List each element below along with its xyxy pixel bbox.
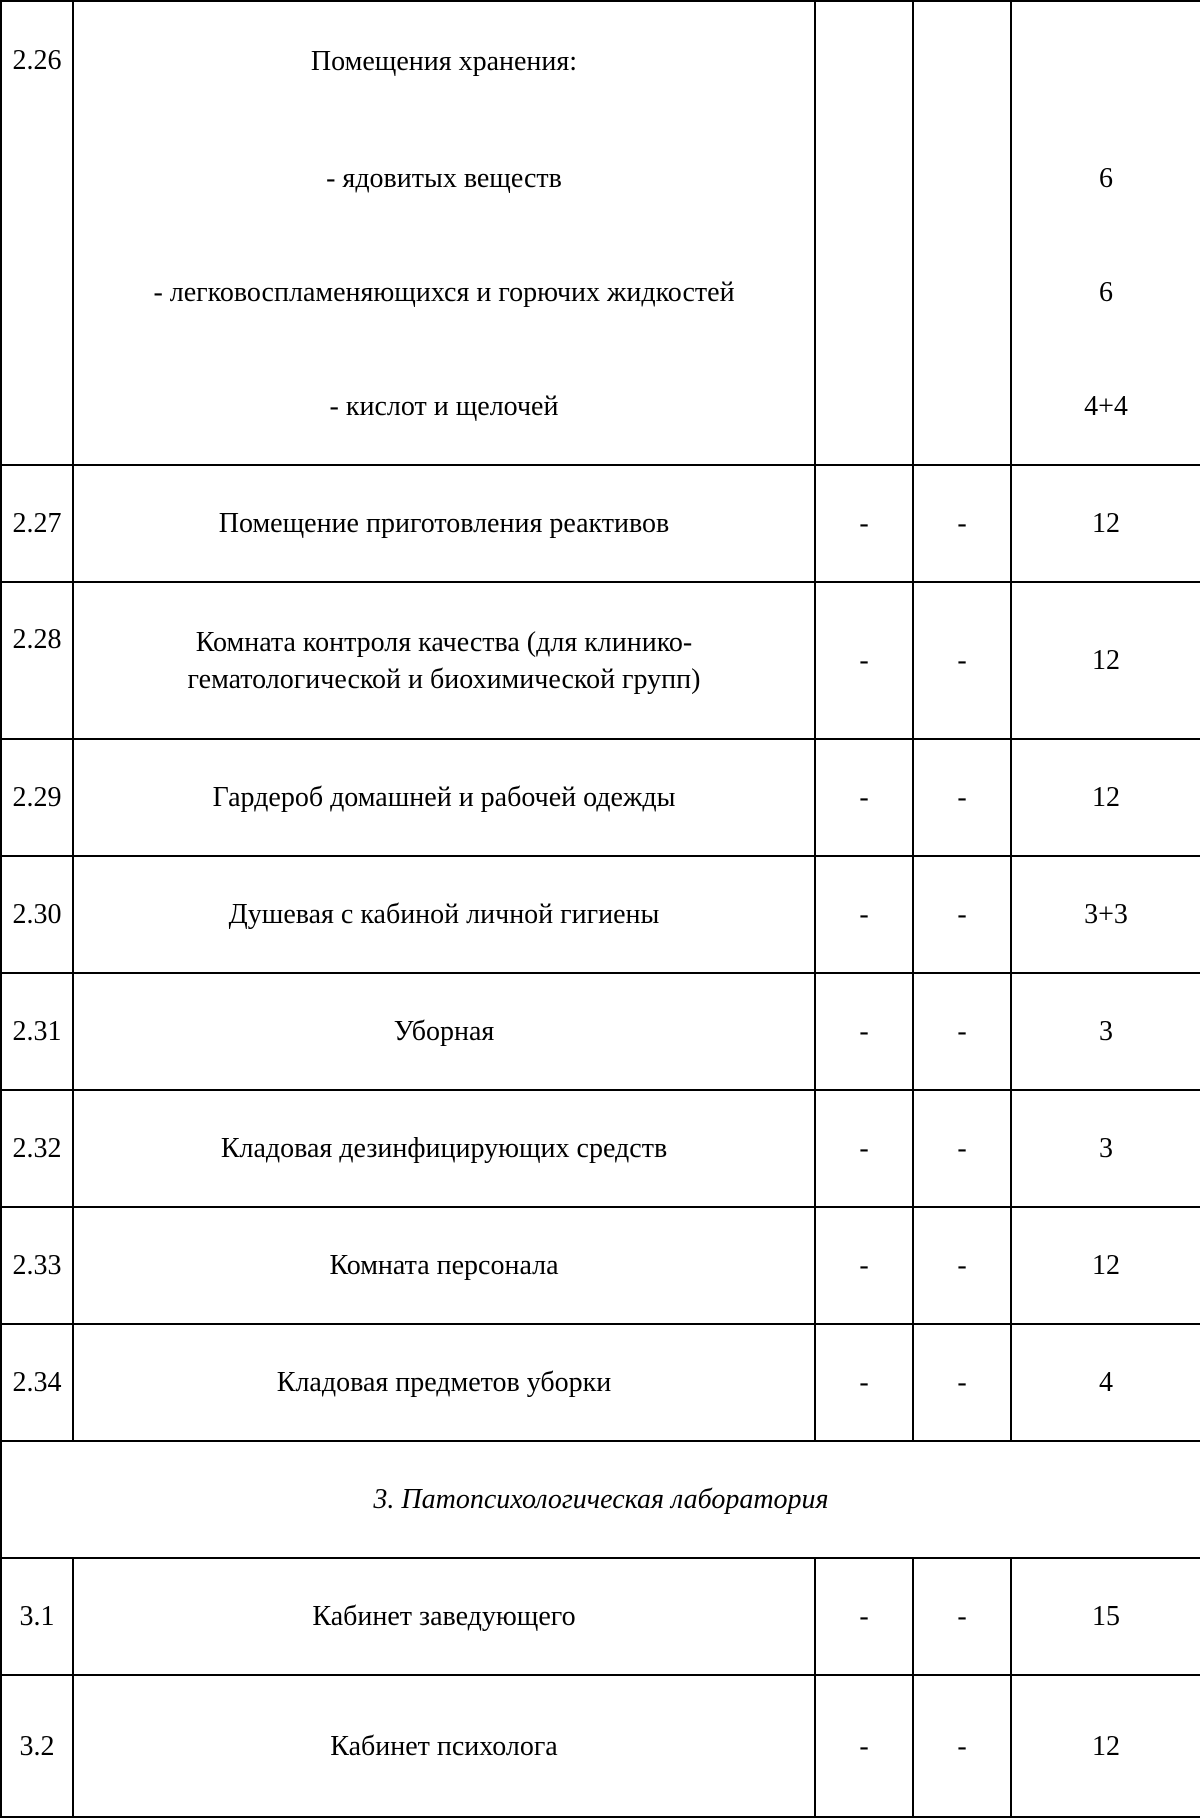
col-c-value: 3 [1011,973,1200,1090]
row-name: Кабинет психолога [73,1675,815,1817]
spacer [1012,2,1200,122]
row-name: Помещение приготовления реактивов [73,465,815,582]
col-b-value: - [913,1558,1011,1675]
col-b-value: - [913,465,1011,582]
row-number: 3.1 [1,1558,73,1675]
table-row [1,1675,1200,1817]
col-a-value: - [815,1558,913,1675]
row-number: 2.32 [1,1090,73,1207]
col-a-cell [815,1,913,465]
row-name: Уборная [73,973,815,1090]
col-c-value: 3 [1011,1090,1200,1207]
col-a-value: - [815,856,913,973]
col-c-value: 15 [1011,1558,1200,1675]
col-b-value: - [913,1090,1011,1207]
table-row [1,1558,1200,1675]
col-b-value: - [913,1324,1011,1441]
row-name-line: Комната контроля качества (для клинико- [195,626,693,658]
col-b-value: - [913,1675,1011,1817]
col-b-value: - [913,856,1011,973]
row-number: 3.2 [1,1675,73,1817]
sub-item: - легковоспламеняющихся и горючих жидкостей [153,277,735,308]
row-number: 2.27 [1,465,73,582]
col-a-value: - [815,465,913,582]
col-c-value: 3+3 [1011,856,1200,973]
col-b-cell [913,1,1011,465]
table-row [1,1324,1200,1441]
row-number: 2.34 [1,1324,73,1441]
sub-item: - кислот и щелочей [329,391,559,422]
col-c-value: 12 [1011,739,1200,856]
row-name-cell [73,1,815,465]
col-c-value: 12 [1011,582,1200,739]
row-name: Душевая с кабиной личной гигиены [73,856,815,973]
row-number: 2.31 [1,973,73,1090]
row-name: Кладовая предметов уборки [73,1324,815,1441]
table-row [1,856,1200,973]
table-row [1,1207,1200,1324]
col-a-value: - [815,1090,913,1207]
table-row [1,1,1200,465]
sub-value: 6 [1099,277,1113,308]
row-number: 2.29 [1,739,73,856]
col-a-value: - [815,739,913,856]
row-number: 2.30 [1,856,73,973]
row-name: Кабинет заведующего [73,1558,815,1675]
row-number: 2.33 [1,1207,73,1324]
row-name-cell [73,582,815,739]
col-a-value: - [815,1675,913,1817]
row-name-line: гематологической и биохимической групп) [187,663,701,695]
sub-value: 4+4 [1084,391,1128,422]
col-a-value: - [815,1324,913,1441]
table-row [1,582,1200,739]
col-b-value: - [913,1207,1011,1324]
sub-item: - ядовитых веществ [326,163,562,194]
col-c-value: 4 [1011,1324,1200,1441]
col-c-value: 12 [1011,1207,1200,1324]
col-c-value: 12 [1011,465,1200,582]
col-c-cell [1011,1,1200,465]
table-row [1,739,1200,856]
row-number: 2.26 [1,1,73,465]
col-a-value: - [815,582,913,739]
col-b-value: - [913,973,1011,1090]
section-title: 3. Патопсихологическая лаборатория [1,1441,1200,1558]
row-title: Помещения хранения: [310,46,578,77]
col-b-value: - [913,582,1011,739]
col-c-value: 12 [1011,1675,1200,1817]
table-row [1,1090,1200,1207]
col-a-value: - [815,973,913,1090]
row-name: Комната персонала [73,1207,815,1324]
row-number: 2.28 [1,582,73,739]
sub-value: 6 [1099,163,1113,194]
col-a-value: - [815,1207,913,1324]
row-name: Кладовая дезинфицирующих средств [73,1090,815,1207]
table-row [1,465,1200,582]
col-b-value: - [913,739,1011,856]
section-row [1,1441,1200,1558]
row-name: Гардероб домашней и рабочей одежды [73,739,815,856]
table-row [1,973,1200,1090]
